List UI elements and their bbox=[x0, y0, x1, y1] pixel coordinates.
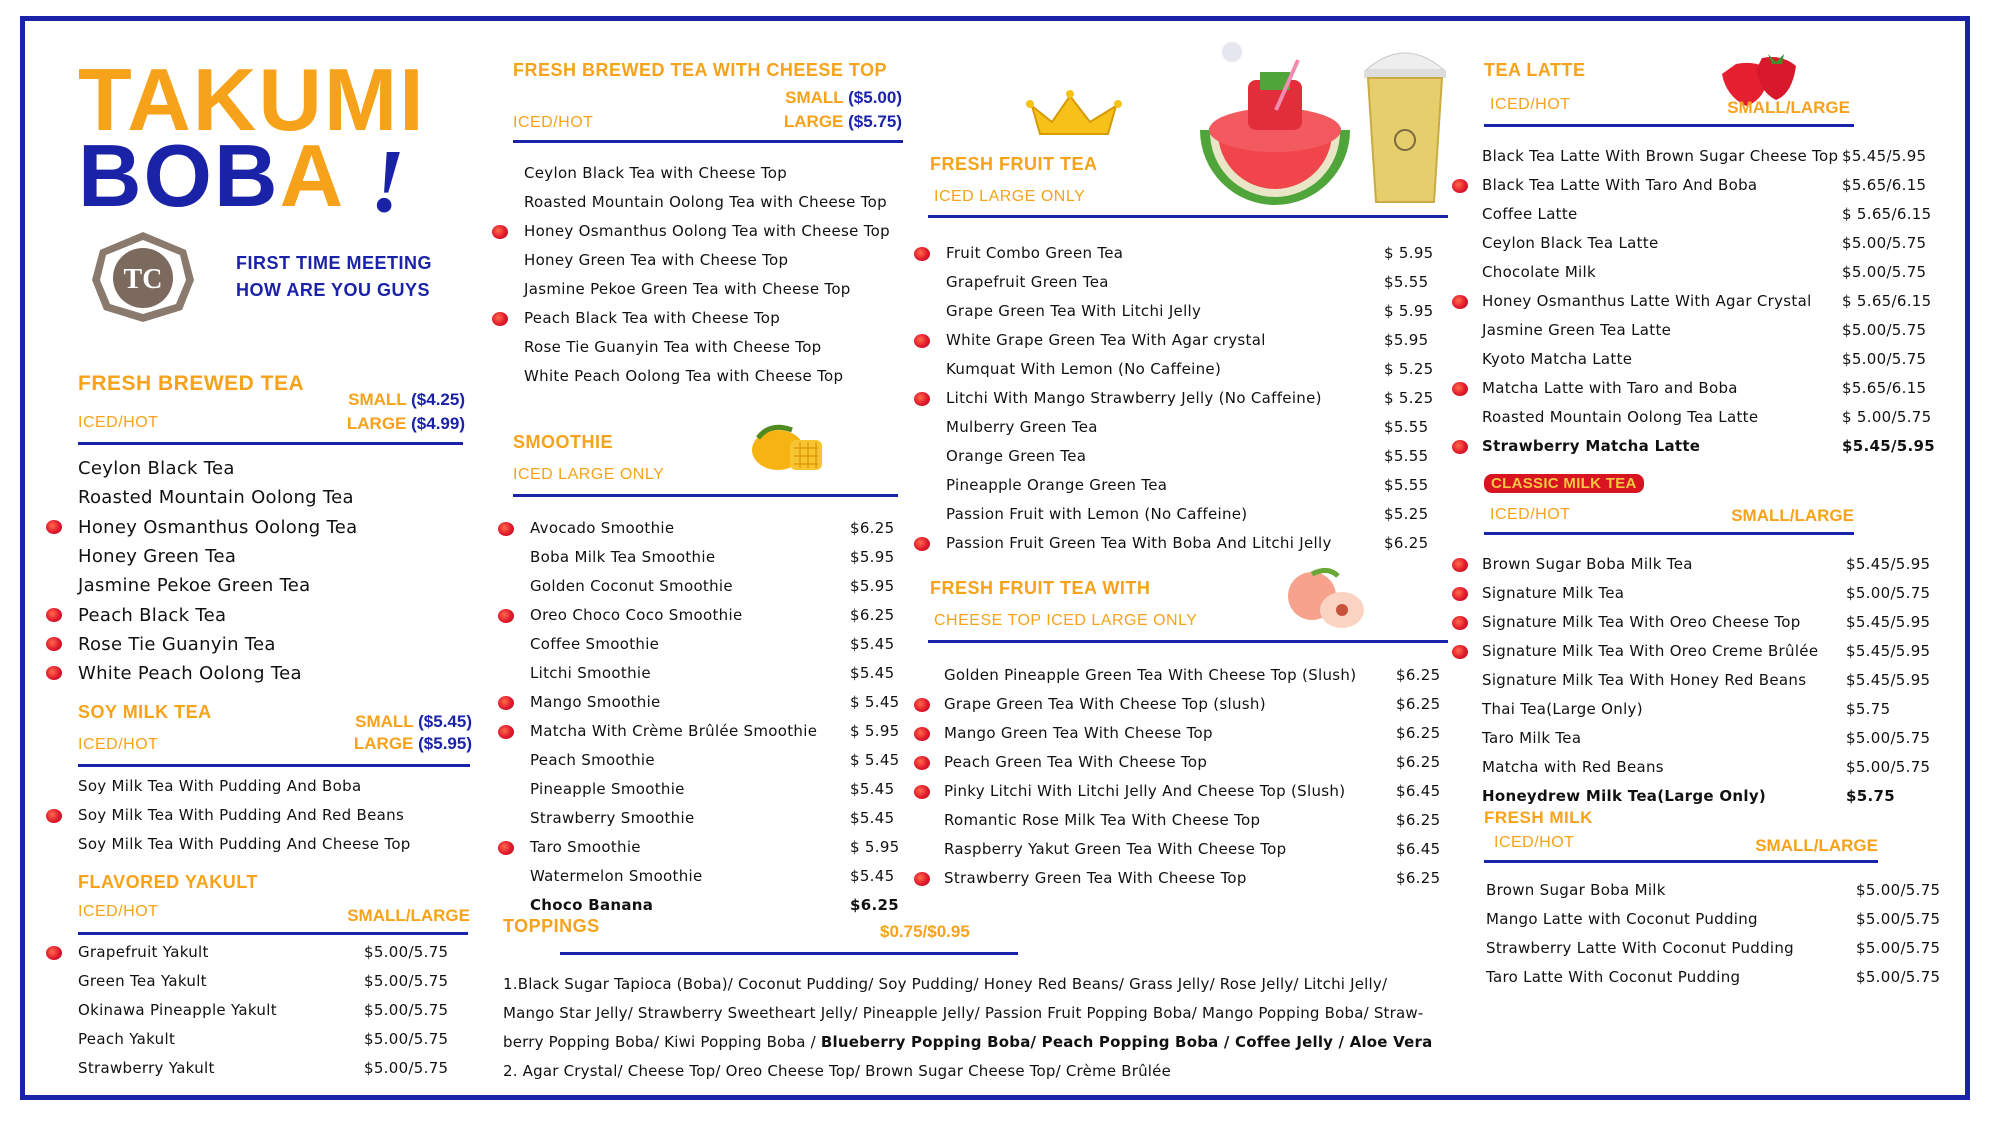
fruit-tea-item: Orange Green Tea bbox=[946, 447, 1087, 465]
fresh-milk-price: $5.00/5.75 bbox=[1856, 939, 1941, 957]
smoothie-price: $ 5.45 bbox=[850, 751, 900, 769]
bullet-icon bbox=[46, 809, 62, 823]
fruit-tea-price: $ 5.25 bbox=[1384, 389, 1434, 407]
smoothie-price: $ 5.95 bbox=[850, 722, 900, 740]
fresh-brewed-item: Jasmine Pekoe Green Tea bbox=[78, 575, 311, 597]
bullet-icon bbox=[1452, 295, 1468, 309]
fruit-tea-cup-image bbox=[1360, 40, 1450, 210]
bullet-icon bbox=[492, 225, 508, 239]
smoothie-item: Watermelon Smoothie bbox=[530, 867, 703, 885]
fresh-brewed-title: FRESH BREWED TEA bbox=[78, 372, 305, 395]
toppings-line-1: 1.Black Sugar Tapioca (Boba)/ Coconut Pudding/ Soy Pudding/ Honey Red Beans/ Grass Jelly/ Rose Jelly/ Litchi Jelly/ bbox=[503, 975, 1388, 993]
tagline-1: FIRST TIME MEETING bbox=[236, 253, 432, 273]
smoothie-item: Avocado Smoothie bbox=[530, 519, 675, 537]
bullet-icon bbox=[498, 522, 514, 536]
fruit-tea-price: $5.55 bbox=[1384, 418, 1429, 436]
fruit-cheese-item: Peach Green Tea With Cheese Top bbox=[944, 753, 1208, 771]
smoothie-price: $5.45 bbox=[850, 664, 895, 682]
bullet-icon bbox=[1452, 179, 1468, 193]
smoothie-item: Coffee Smoothie bbox=[530, 635, 660, 653]
smoothie-sub: ICED LARGE ONLY bbox=[513, 466, 665, 483]
fruit-tea-item: Passion Fruit Green Tea With Boba And Litchi Jelly bbox=[946, 534, 1332, 552]
fruit-tea-item: White Grape Green Tea With Agar crystal bbox=[946, 331, 1266, 349]
tea-latte-iced-hot: ICED/HOT bbox=[1490, 96, 1571, 113]
yakult-item: Grapefruit Yakult bbox=[78, 943, 209, 961]
fruit-cheese-rule bbox=[928, 640, 1448, 643]
fresh-milk-item: Strawberry Latte With Coconut Pudding bbox=[1486, 939, 1794, 957]
tea-latte-price: $ 5.65/6.15 bbox=[1842, 205, 1932, 223]
cheese-top-item: Honey Green Tea with Cheese Top bbox=[524, 251, 789, 269]
fruit-cheese-price: $6.25 bbox=[1396, 666, 1441, 684]
fruit-tea-item: Fruit Combo Green Tea bbox=[946, 244, 1124, 262]
fruit-cheese-item: Romantic Rose Milk Tea With Cheese Top bbox=[944, 811, 1261, 829]
bullet-icon bbox=[498, 725, 514, 739]
tea-latte-rule bbox=[1484, 124, 1854, 127]
bullet-icon bbox=[46, 666, 62, 680]
fruit-tea-item: Kumquat With Lemon (No Caffeine) bbox=[946, 360, 1222, 378]
fruit-tea-title: FRESH FRUIT TEA bbox=[930, 154, 1098, 174]
tea-latte-item: Jasmine Green Tea Latte bbox=[1482, 321, 1672, 339]
classic-milk-price: $5.45/5.95 bbox=[1846, 671, 1931, 689]
brand-line2: BOBA bbox=[78, 126, 346, 225]
fresh-milk-price: $5.00/5.75 bbox=[1856, 881, 1941, 899]
classic-milk-title: CLASSIC MILK TEA bbox=[1484, 474, 1644, 493]
smoothie-price: $5.95 bbox=[850, 548, 895, 566]
fresh-milk-title: FRESH MILK bbox=[1484, 808, 1593, 827]
cheese-top-title: FRESH BREWED TEA WITH CHEESE TOP bbox=[513, 60, 888, 80]
tea-latte-item: Coffee Latte bbox=[1482, 205, 1578, 223]
tea-latte-item: Honey Osmanthus Latte With Agar Crystal bbox=[1482, 292, 1812, 310]
tea-latte-price: $5.45/5.95 bbox=[1842, 147, 1927, 165]
smoothie-price: $6.25 bbox=[850, 519, 895, 537]
classic-milk-price: $5.00/5.75 bbox=[1846, 584, 1931, 602]
soy-milk-small: SMALL ($5.45) bbox=[355, 712, 472, 731]
logo-letters: TC bbox=[123, 264, 163, 295]
bullet-icon bbox=[492, 312, 508, 326]
fruit-tea-item: Litchi With Mango Strawberry Jelly (No Caffeine) bbox=[946, 389, 1322, 407]
classic-milk-item: Signature Milk Tea With Oreo Creme Brûlée bbox=[1482, 642, 1819, 660]
yakult-iced-hot: ICED/HOT bbox=[78, 903, 159, 920]
tea-latte-item: Roasted Mountain Oolong Tea Latte bbox=[1482, 408, 1759, 426]
fresh-brewed-small: SMALL ($4.25) bbox=[348, 390, 465, 409]
tea-latte-price: $5.00/5.75 bbox=[1842, 350, 1927, 368]
fresh-milk-item: Mango Latte with Coconut Pudding bbox=[1486, 910, 1758, 928]
fresh-brewed-item: Rose Tie Guanyin Tea bbox=[78, 633, 276, 655]
classic-milk-item: Signature Milk Tea With Oreo Cheese Top bbox=[1482, 613, 1801, 631]
soy-milk-title: SOY MILK TEA bbox=[78, 702, 212, 722]
classic-milk-price: $5.45/5.95 bbox=[1846, 555, 1931, 573]
classic-milk-item: Honeydrew Milk Tea(Large Only) bbox=[1482, 787, 1767, 805]
smoothie-price: $5.45 bbox=[850, 867, 895, 885]
smoothie-item: Boba Milk Tea Smoothie bbox=[530, 548, 716, 566]
yakult-item: Strawberry Yakult bbox=[78, 1059, 215, 1077]
fruit-tea-sub: ICED LARGE ONLY bbox=[934, 188, 1086, 205]
classic-milk-item: Brown Sugar Boba Milk Tea bbox=[1482, 555, 1693, 573]
fruit-cheese-item: Grape Green Tea With Cheese Top (slush) bbox=[944, 695, 1266, 713]
yakult-item: Green Tea Yakult bbox=[78, 972, 207, 990]
cheese-top-item: Roasted Mountain Oolong Tea with Cheese Top bbox=[524, 193, 887, 211]
toppings-line-4: 2. Agar Crystal/ Cheese Top/ Oreo Cheese Top/ Brown Sugar Cheese Top/ Crème Brûlée bbox=[503, 1062, 1172, 1080]
fruit-tea-item: Grape Green Tea With Litchi Jelly bbox=[946, 302, 1202, 320]
toppings-rule bbox=[560, 952, 1018, 955]
bullet-icon bbox=[914, 537, 930, 551]
fruit-tea-price: $5.55 bbox=[1384, 476, 1429, 494]
toppings-line-3: berry Popping Boba/ Kiwi Popping Boba / Blueberry Popping Boba/ Peach Popping Boba / Coffee Jelly / Aloe Vera bbox=[503, 1033, 1433, 1051]
fresh-brewed-iced-hot: ICED/HOT bbox=[78, 414, 159, 431]
crown-icon bbox=[1020, 88, 1132, 144]
bullet-icon bbox=[46, 946, 62, 960]
classic-milk-price: $5.75 bbox=[1846, 700, 1891, 718]
classic-milk-price: $5.75 bbox=[1846, 787, 1895, 805]
fresh-milk-item: Brown Sugar Boba Milk bbox=[1486, 881, 1666, 899]
bullet-icon bbox=[498, 609, 514, 623]
yakult-price: $5.00/5.75 bbox=[364, 943, 449, 961]
soy-milk-item: Soy Milk Tea With Pudding And Boba bbox=[78, 777, 362, 795]
fruit-cheese-price: $6.45 bbox=[1396, 840, 1441, 858]
fruit-cheese-price: $6.25 bbox=[1396, 869, 1441, 887]
fresh-milk-iced-hot: ICED/HOT bbox=[1494, 834, 1575, 851]
bullet-icon bbox=[914, 785, 930, 799]
bullet-icon bbox=[46, 520, 62, 534]
bullet-icon bbox=[914, 756, 930, 770]
tea-latte-price: $5.65/6.15 bbox=[1842, 176, 1927, 194]
toppings-list bbox=[503, 970, 1432, 1086]
smoothie-item: Oreo Choco Coco Smoothie bbox=[530, 606, 743, 624]
tea-latte-item: Black Tea Latte With Taro And Boba bbox=[1482, 176, 1758, 194]
fresh-milk-price: $5.00/5.75 bbox=[1856, 968, 1941, 986]
bullet-icon bbox=[914, 698, 930, 712]
toppings-title: TOPPINGS bbox=[503, 916, 600, 936]
yakult-price: $5.00/5.75 bbox=[364, 972, 449, 990]
fresh-brewed-item: Peach Black Tea bbox=[78, 604, 227, 626]
tea-latte-price: $ 5.65/6.15 bbox=[1842, 292, 1932, 310]
bullet-icon bbox=[498, 696, 514, 710]
smoothie-price: $6.25 bbox=[850, 896, 899, 914]
smoothie-item: Litchi Smoothie bbox=[530, 664, 651, 682]
fresh-brewed-item: White Peach Oolong Tea bbox=[78, 663, 302, 685]
smoothie-item: Mango Smoothie bbox=[530, 693, 661, 711]
fruit-tea-price: $6.25 bbox=[1384, 534, 1429, 552]
soy-milk-rule bbox=[78, 764, 470, 767]
fresh-brewed-item: Honey Green Tea bbox=[78, 545, 237, 567]
fruit-tea-item: Grapefruit Green Tea bbox=[946, 273, 1109, 291]
yakult-price: $5.00/5.75 bbox=[364, 1001, 449, 1019]
classic-milk-item: Matcha with Red Beans bbox=[1482, 758, 1664, 776]
soy-milk-iced-hot: ICED/HOT bbox=[78, 736, 159, 753]
bullet-icon bbox=[1452, 616, 1468, 630]
fruit-tea-item: Passion Fruit with Lemon (No Caffeine) bbox=[946, 505, 1248, 523]
exclaim-mark: ! bbox=[370, 132, 406, 231]
smoothie-item: Golden Coconut Smoothie bbox=[530, 577, 733, 595]
fruit-tea-price: $5.55 bbox=[1384, 273, 1429, 291]
fruit-tea-price: $ 5.95 bbox=[1384, 302, 1434, 320]
watermelon-drink-image bbox=[1190, 40, 1360, 210]
soy-milk-large: LARGE ($5.95) bbox=[353, 734, 472, 753]
fruit-tea-price: $ 5.95 bbox=[1384, 244, 1434, 262]
fruit-cheese-sub: CHEESE TOP ICED LARGE ONLY bbox=[934, 612, 1198, 629]
fruit-cheese-item: Raspberry Yakut Green Tea With Cheese Top bbox=[944, 840, 1287, 858]
tea-latte-title: TEA LATTE bbox=[1484, 60, 1586, 80]
cheese-top-iced-hot: ICED/HOT bbox=[513, 114, 594, 131]
cheese-top-item: Peach Black Tea with Cheese Top bbox=[524, 309, 781, 327]
cheese-top-item: White Peach Oolong Tea with Cheese Top bbox=[524, 367, 844, 385]
fruit-cheese-price: $6.25 bbox=[1396, 753, 1441, 771]
smoothie-price: $ 5.45 bbox=[850, 693, 900, 711]
smoothie-item: Matcha With Crème Brûlée Smoothie bbox=[530, 722, 818, 740]
fruit-cheese-item: Pinky Litchi With Litchi Jelly And Cheese Top (Slush) bbox=[944, 782, 1346, 800]
cheese-top-item: Honey Osmanthus Oolong Tea with Cheese Top bbox=[524, 222, 890, 240]
fresh-milk-price: $5.00/5.75 bbox=[1856, 910, 1941, 928]
smoothie-title: SMOOTHIE bbox=[513, 432, 614, 452]
cheese-top-large: LARGE ($5.75) bbox=[783, 112, 902, 131]
tea-latte-item: Strawberry Matcha Latte bbox=[1482, 437, 1701, 455]
smoothie-price: $5.45 bbox=[850, 635, 895, 653]
smoothie-item: Strawberry Smoothie bbox=[530, 809, 695, 827]
classic-milk-item: Signature Milk Tea With Honey Red Beans bbox=[1482, 671, 1807, 689]
cheese-top-rule bbox=[513, 140, 903, 143]
fruit-cheese-item: Mango Green Tea With Cheese Top bbox=[944, 724, 1213, 742]
classic-milk-price: $5.00/5.75 bbox=[1846, 729, 1931, 747]
fruit-cheese-price: $6.25 bbox=[1396, 695, 1441, 713]
fresh-brewed-large: LARGE ($4.99) bbox=[346, 414, 465, 433]
bullet-icon bbox=[46, 608, 62, 622]
classic-milk-iced-hot: ICED/HOT bbox=[1490, 506, 1571, 523]
bullet-icon bbox=[1452, 587, 1468, 601]
fruit-cheese-title: FRESH FRUIT TEA WITH bbox=[930, 578, 1151, 598]
tea-latte-item: Matcha Latte with Taro and Boba bbox=[1482, 379, 1738, 397]
cheese-top-small: SMALL ($5.00) bbox=[785, 88, 902, 107]
classic-milk-item: Thai Tea(Large Only) bbox=[1482, 700, 1643, 718]
classic-milk-price: $5.45/5.95 bbox=[1846, 613, 1931, 631]
fresh-brewed-item: Honey Osmanthus Oolong Tea bbox=[78, 516, 358, 538]
bullet-icon bbox=[914, 872, 930, 886]
peach-icon bbox=[1282, 566, 1368, 632]
brand-line1: TAKUMI bbox=[78, 50, 426, 149]
bullet-icon bbox=[1452, 558, 1468, 572]
tea-latte-price: $5.00/5.75 bbox=[1842, 263, 1927, 281]
bullet-icon bbox=[914, 334, 930, 348]
classic-milk-size: SMALL/LARGE bbox=[1731, 506, 1854, 525]
tea-latte-price: $ 5.00/5.75 bbox=[1842, 408, 1932, 426]
fruit-tea-item: Pineapple Orange Green Tea bbox=[946, 476, 1168, 494]
smoothie-rule bbox=[513, 494, 898, 497]
smoothie-item: Pineapple Smoothie bbox=[530, 780, 685, 798]
fresh-milk-size: SMALL/LARGE bbox=[1755, 836, 1878, 855]
tea-latte-item: Kyoto Matcha Latte bbox=[1482, 350, 1633, 368]
cheese-top-item: Ceylon Black Tea with Cheese Top bbox=[524, 164, 788, 182]
fruit-cheese-item: Strawberry Green Tea With Cheese Top bbox=[944, 869, 1247, 887]
fruit-tea-price: $5.55 bbox=[1384, 447, 1429, 465]
bullet-icon bbox=[914, 247, 930, 261]
yakult-price: $5.00/5.75 bbox=[364, 1030, 449, 1048]
fruit-cheese-item: Golden Pineapple Green Tea With Cheese Top (Slush) bbox=[944, 666, 1357, 684]
smoothie-item: Peach Smoothie bbox=[530, 751, 655, 769]
tea-latte-price: $5.00/5.75 bbox=[1842, 321, 1927, 339]
cheese-top-item: Rose Tie Guanyin Tea with Cheese Top bbox=[524, 338, 822, 356]
tea-latte-item: Chocolate Milk bbox=[1482, 263, 1596, 281]
fruit-cheese-price: $6.45 bbox=[1396, 782, 1441, 800]
yakult-item: Peach Yakult bbox=[78, 1030, 176, 1048]
soy-milk-item: Soy Milk Tea With Pudding And Cheese Top bbox=[78, 835, 411, 853]
smoothie-item: Taro Smoothie bbox=[530, 838, 641, 856]
fruit-cheese-price: $6.25 bbox=[1396, 811, 1441, 829]
classic-milk-price: $5.00/5.75 bbox=[1846, 758, 1931, 776]
tea-latte-size: SMALL/LARGE bbox=[1727, 98, 1850, 117]
tea-latte-price: $5.45/5.95 bbox=[1842, 437, 1935, 455]
smoothie-price: $5.45 bbox=[850, 780, 895, 798]
fresh-milk-item: Taro Latte With Coconut Pudding bbox=[1486, 968, 1741, 986]
tagline-2: HOW ARE YOU GUYS bbox=[236, 280, 431, 300]
soy-milk-item: Soy Milk Tea With Pudding And Red Beans bbox=[78, 806, 405, 824]
fresh-brewed-rule bbox=[78, 442, 463, 445]
fresh-brewed-item: Roasted Mountain Oolong Tea bbox=[78, 487, 354, 509]
smoothie-price: $ 5.95 bbox=[850, 838, 900, 856]
fruit-cheese-price: $6.25 bbox=[1396, 724, 1441, 742]
fruit-tea-price: $5.95 bbox=[1384, 331, 1429, 349]
bullet-icon bbox=[1452, 382, 1468, 396]
fruit-tea-price: $5.25 bbox=[1384, 505, 1429, 523]
bullet-icon bbox=[498, 841, 514, 855]
smoothie-price: $5.45 bbox=[850, 809, 895, 827]
classic-milk-item: Taro Milk Tea bbox=[1482, 729, 1582, 747]
tea-latte-item: Black Tea Latte With Brown Sugar Cheese Top bbox=[1482, 147, 1839, 165]
classic-milk-price: $5.45/5.95 bbox=[1846, 642, 1931, 660]
fruit-tea-price: $ 5.25 bbox=[1384, 360, 1434, 378]
yakult-item: Okinawa Pineapple Yakult bbox=[78, 1001, 277, 1019]
bullet-icon bbox=[1452, 440, 1468, 454]
smoothie-price: $5.95 bbox=[850, 577, 895, 595]
toppings-price: $0.75/$0.95 bbox=[880, 922, 970, 941]
toppings-line-2: Mango Star Jelly/ Strawberry Sweetheart Jelly/ Pineapple Jelly/ Passion Fruit Popping Boba/ Mango Popping Boba/ Straw- bbox=[503, 1004, 1424, 1022]
yakult-size: SMALL/LARGE bbox=[347, 906, 470, 925]
tea-latte-price: $5.65/6.15 bbox=[1842, 379, 1927, 397]
tea-latte-item: Ceylon Black Tea Latte bbox=[1482, 234, 1659, 252]
smoothie-price: $6.25 bbox=[850, 606, 895, 624]
classic-milk-item: Signature Milk Tea bbox=[1482, 584, 1625, 602]
cheese-top-item: Jasmine Pekoe Green Tea with Cheese Top bbox=[524, 280, 851, 298]
yakult-rule bbox=[78, 932, 468, 935]
yakult-title: FLAVORED YAKULT bbox=[78, 872, 258, 892]
fresh-brewed-item: Ceylon Black Tea bbox=[78, 458, 235, 479]
mango-icon bbox=[748, 418, 828, 480]
bullet-icon bbox=[914, 392, 930, 406]
bullet-icon bbox=[914, 727, 930, 741]
fruit-tea-item: Mulberry Green Tea bbox=[946, 418, 1098, 436]
bullet-icon bbox=[46, 637, 62, 651]
tea-latte-price: $5.00/5.75 bbox=[1842, 234, 1927, 252]
fruit-tea-rule bbox=[928, 215, 1448, 218]
brand-logo bbox=[90, 230, 196, 324]
classic-milk-rule bbox=[1484, 532, 1854, 535]
fresh-milk-rule bbox=[1484, 860, 1878, 863]
smoothie-item: Choco Banana bbox=[530, 896, 654, 914]
bullet-icon bbox=[1452, 645, 1468, 659]
yakult-price: $5.00/5.75 bbox=[364, 1059, 449, 1077]
